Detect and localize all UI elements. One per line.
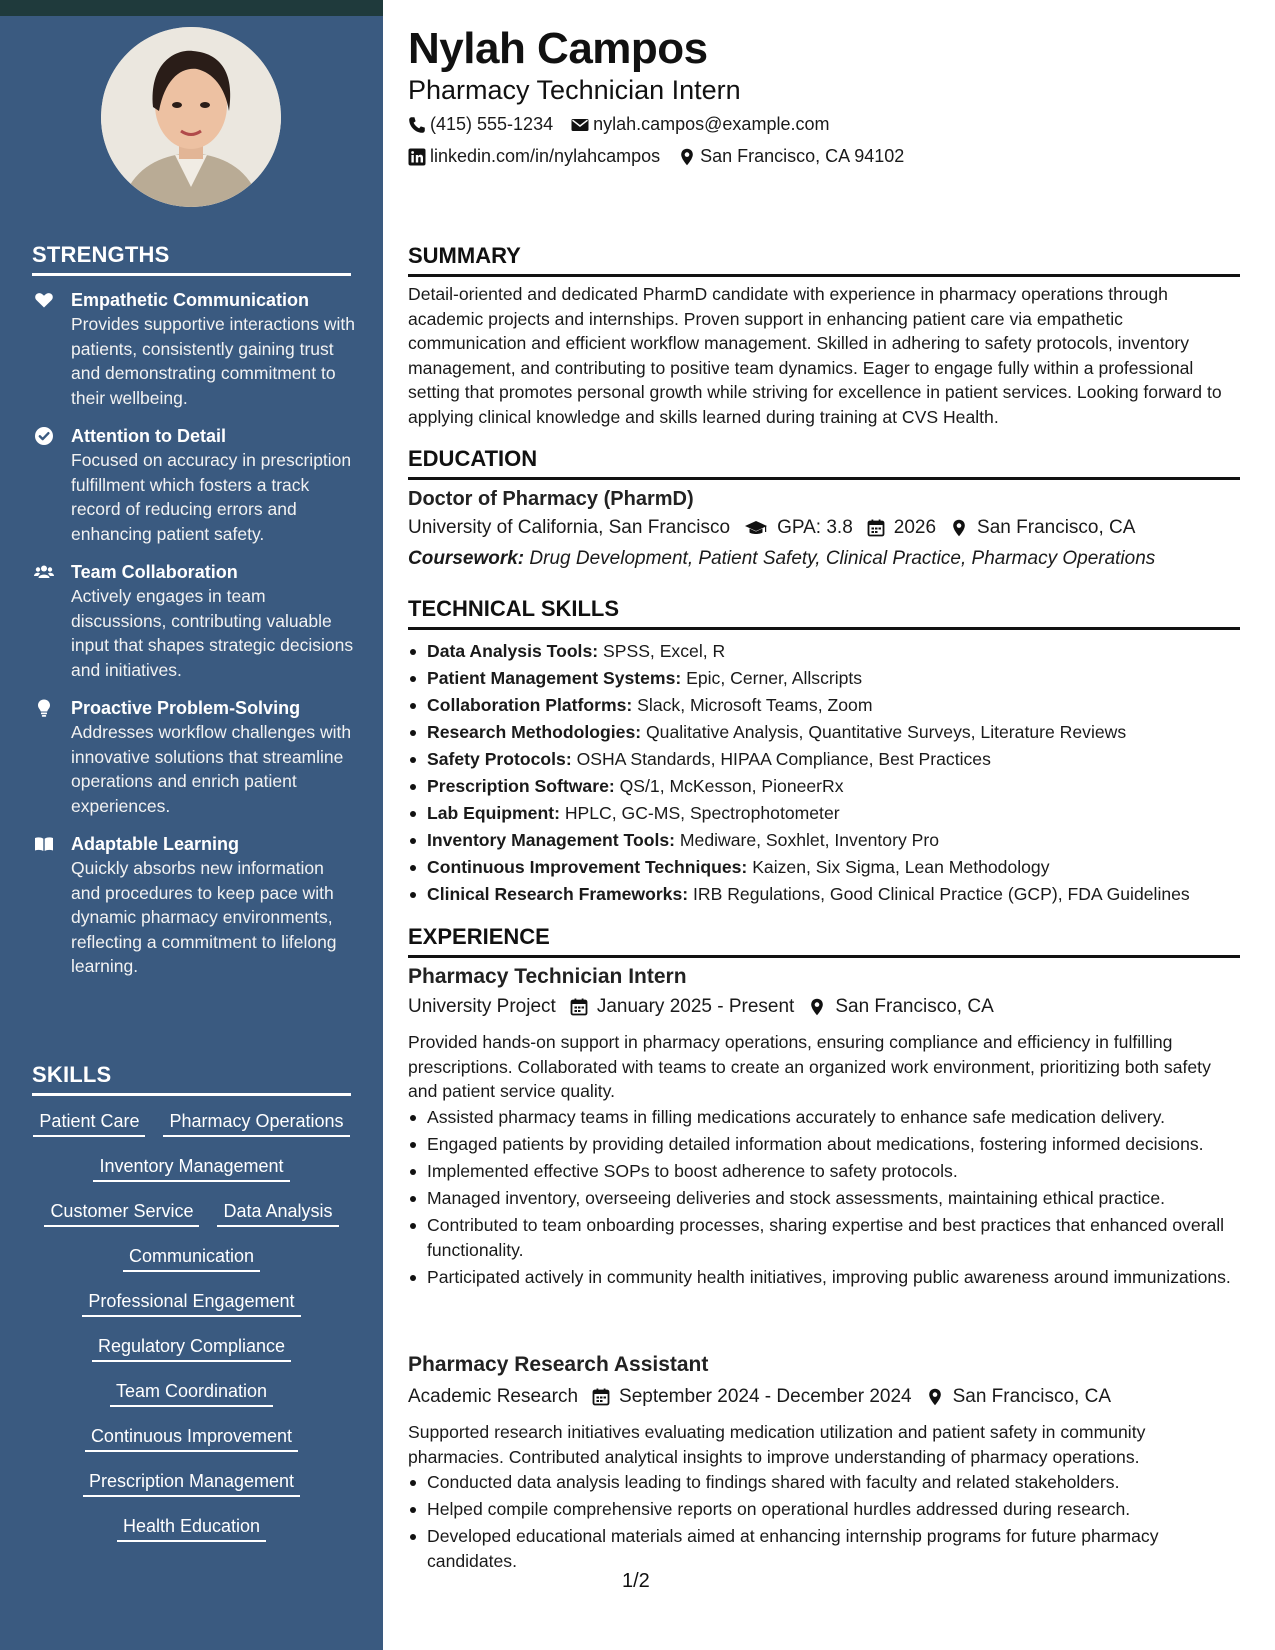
location-text: San Francisco, CA 94102: [700, 146, 905, 166]
users-icon: [34, 562, 54, 582]
skill-value: Slack, Microsoft Teams, Zoom: [637, 695, 873, 715]
strength-description: Focused on accuracy in prescription fulfillment which fosters a track record of reducing errors and enhancing patient safety.: [71, 450, 352, 544]
phone-contact[interactable]: [408, 114, 553, 135]
sidebar-top-bar: [0, 0, 383, 16]
list-item: [408, 854, 1240, 881]
list-item: [408, 1470, 1240, 1495]
technical-skills-heading: TECHNICAL SKILLS: [408, 596, 1240, 630]
skill-row: [32, 1199, 351, 1244]
gpa-item: [744, 517, 853, 539]
job-meta: [408, 1386, 1111, 1408]
skill-value: HPLC, GC-MS, Spectrophotometer: [564, 803, 840, 823]
phone-text: (415) 555-1234: [430, 114, 554, 134]
bullet-text: Participated actively in community health initiatives, improving public awareness around immunizations.: [427, 1266, 1231, 1287]
email-contact[interactable]: [571, 114, 829, 135]
skill-tag: Communication: [123, 1244, 260, 1272]
education-school: University of California, San Francisco: [408, 517, 731, 538]
check-circle-icon: [34, 426, 54, 446]
education-meta: [408, 517, 1135, 539]
bullet-text: Conducted data analysis leading to findings shared with faculty and related stakeholders.: [427, 1472, 1120, 1492]
job-bullets: [408, 1105, 1240, 1292]
coursework-list: Drug Development, Patient Safety, Clinical Practice, Pharmacy Operations: [529, 548, 1156, 569]
job-description: Supported research initiatives evaluating medication utilization and patient safety in community pharmacies. Contributed analytical insights to improve understanding of pharmacy operations.: [408, 1422, 1146, 1467]
bullet-text: Developed educational materials aimed at enhancing internship programs for future pharmacy candidates.: [427, 1526, 1159, 1571]
calendar-icon: [570, 998, 588, 1016]
bullet-text: Managed inventory, overseeing deliveries and stock assessments, maintaining ethical practice.: [427, 1188, 1166, 1208]
strength-description: Addresses workflow challenges with innovative solutions that streamline operations and enrich patient experiences.: [71, 722, 352, 816]
skill-row: [32, 1379, 351, 1424]
job-location-item: [926, 1386, 1111, 1408]
list-item: [408, 1105, 1240, 1130]
skill-label: Lab Equipment:: [427, 803, 560, 823]
calendar-icon: [867, 519, 885, 537]
bullet-text: Engaged patients by providing detailed information about medications, fostering informed decisions.: [427, 1134, 1204, 1154]
page-number: 1/2: [622, 1570, 650, 1592]
skill-value: Kaizen, Six Sigma, Lean Methodology: [752, 857, 1050, 877]
strength-title: Team Collaboration: [71, 562, 238, 582]
strengths-heading: STRENGTHS: [32, 242, 351, 276]
skill-value: IRB Regulations, Good Clinical Practice (GCP), FDA Guidelines: [692, 884, 1190, 904]
education-location-item: [950, 517, 1135, 539]
list-item: [408, 800, 1240, 827]
job-location-item: [808, 996, 993, 1018]
skill-value: Qualitative Analysis, Quantitative Surveys, Literature Reviews: [646, 722, 1127, 742]
skill-tag: Regulatory Compliance: [92, 1334, 291, 1362]
skill-row: [32, 1424, 351, 1469]
strength-description: Provides supportive interactions with patients, consistently gaining trust and demonstrating commitment to their wellbeing.: [71, 314, 356, 408]
strength-item: [32, 560, 357, 682]
job-dates-item: [592, 1386, 912, 1408]
skills-list: [32, 1109, 351, 1559]
job-dates: January 2025 - Present: [596, 996, 795, 1017]
skill-tag: Patient Care: [33, 1109, 145, 1137]
strength-item: [32, 424, 357, 546]
education-location: San Francisco, CA: [977, 517, 1136, 538]
skill-row: [32, 1109, 351, 1154]
job-dates-item: [570, 996, 795, 1018]
bullet-text: Implemented effective SOPs to boost adherence to safety protocols.: [427, 1161, 958, 1181]
phone-icon: [408, 116, 426, 134]
skills-heading: SKILLS: [32, 1062, 351, 1096]
list-item: [408, 1497, 1240, 1522]
skill-tag: Prescription Management: [83, 1469, 300, 1497]
calendar-icon: [592, 1388, 610, 1406]
strength-item: [32, 696, 357, 818]
job-bullets: [408, 1470, 1240, 1576]
summary-heading: SUMMARY: [408, 243, 1240, 277]
skill-tag: Inventory Management: [93, 1154, 289, 1182]
job-title: Pharmacy Research Assistant: [408, 1353, 709, 1376]
skill-row: [32, 1514, 351, 1559]
strength-title: Empathetic Communication: [71, 290, 310, 310]
job-location: San Francisco, CA: [835, 996, 994, 1017]
skill-label: Inventory Management Tools:: [427, 830, 675, 850]
map-pin-icon: [678, 148, 696, 166]
list-item: [408, 1213, 1240, 1262]
lightbulb-icon: [34, 698, 54, 718]
list-item: [408, 719, 1240, 746]
job-organization: Academic Research: [408, 1386, 579, 1407]
skill-value: Epic, Cerner, Allscripts: [686, 668, 863, 688]
strengths-list: [32, 288, 357, 993]
graduation-cap-icon: [744, 519, 768, 537]
list-item: [408, 638, 1240, 665]
candidate-name: Nylah Campos: [408, 24, 708, 73]
list-item: [408, 746, 1240, 773]
list-item: [408, 1159, 1240, 1184]
skill-label: Safety Protocols:: [427, 749, 572, 769]
list-item: [408, 1265, 1240, 1290]
strength-title: Adaptable Learning: [71, 834, 240, 854]
skill-label: Continuous Improvement Techniques:: [427, 857, 748, 877]
bullet-text: Contributed to team onboarding processes, sharing expertise and best practices that enhanced overall functionality.: [427, 1215, 1225, 1260]
linkedin-text: linkedin.com/in/nylahcampos: [430, 146, 661, 166]
skill-row: [32, 1244, 351, 1289]
education-heading: EDUCATION: [408, 446, 1240, 480]
skill-label: Prescription Software:: [427, 776, 615, 796]
map-pin-icon: [926, 1388, 944, 1406]
skill-row: [32, 1469, 351, 1514]
list-item: [408, 692, 1240, 719]
envelope-icon: [571, 116, 589, 134]
book-open-icon: [34, 834, 54, 854]
skill-tag: Team Coordination: [110, 1379, 273, 1407]
skill-tag: Health Education: [117, 1514, 266, 1542]
skill-value: SPSS, Excel, R: [602, 641, 726, 661]
heart-icon: [34, 290, 54, 310]
technical-skills-list: [408, 638, 1240, 908]
coursework-label: Coursework:: [408, 548, 525, 569]
job-title: Pharmacy Technician Intern: [408, 965, 687, 988]
experience-heading: EXPERIENCE: [408, 924, 1240, 958]
skill-tag: Customer Service: [44, 1199, 199, 1227]
skill-label: Patient Management Systems:: [427, 668, 682, 688]
contact-row: [408, 146, 904, 167]
strength-description: Actively engages in team discussions, contributing valuable input that shapes strategic decisions and initiatives.: [71, 586, 354, 680]
skill-tag: Pharmacy Operations: [163, 1109, 349, 1137]
skill-tag: Professional Engagement: [82, 1289, 300, 1317]
job-meta: [408, 996, 994, 1018]
map-pin-icon: [808, 998, 826, 1016]
strength-title: Attention to Detail: [71, 426, 226, 446]
education-year: 2026: [893, 517, 937, 538]
strength-item: [32, 288, 357, 410]
skill-value: QS/1, McKesson, PioneerRx: [619, 776, 844, 796]
skill-label: Data Analysis Tools:: [427, 641, 599, 661]
skill-tag: Data Analysis: [217, 1199, 338, 1227]
education-coursework: [408, 548, 1155, 570]
list-item: [408, 881, 1240, 908]
skill-value: Mediware, Soxhlet, Inventory Pro: [679, 830, 940, 850]
education-degree: Doctor of Pharmacy (PharmD): [408, 488, 694, 510]
skill-label: Clinical Research Frameworks:: [427, 884, 689, 904]
list-item: [408, 773, 1240, 800]
strength-title: Proactive Problem-Solving: [71, 698, 301, 718]
bullet-text: Assisted pharmacy teams in filling medications accurately to enhance safe medication delivery.: [427, 1107, 1165, 1127]
education-gpa: GPA: 3.8: [777, 517, 853, 538]
summary-text: Detail-oriented and dedicated PharmD candidate with experience in pharmacy operations through academic projects and internships. Proven support in enhancing patient care via empathetic communication and efficient workflow management. Skilled in adhering to safety protocols, inventory management, and contributing to positive team dynamics. Eager to engage fully within a professional setting that promotes personal growth while striving for excellence in patient services. Looking forward to applying clinical knowledge and skills learned during training at CVS Health.: [408, 284, 1222, 427]
skill-value: OSHA Standards, HIPAA Compliance, Best Practices: [576, 749, 991, 769]
job-location: San Francisco, CA: [952, 1386, 1111, 1407]
list-item: [408, 665, 1240, 692]
sidebar: [0, 0, 383, 1650]
skill-row: [32, 1289, 351, 1334]
list-item: [408, 1524, 1240, 1573]
skill-tag: Continuous Improvement: [85, 1424, 298, 1452]
map-pin-icon: [950, 519, 968, 537]
skill-label: Research Methodologies:: [427, 722, 642, 742]
location-contact: [678, 146, 904, 167]
linkedin-contact[interactable]: [408, 146, 660, 167]
list-item: [408, 1186, 1240, 1211]
list-item: [408, 827, 1240, 854]
skill-row: [32, 1334, 351, 1379]
bullet-text: Helped compile comprehensive reports on operational hurdles addressed during research.: [427, 1499, 1131, 1519]
linkedin-icon: [408, 148, 426, 166]
job-organization: University Project: [408, 996, 556, 1017]
job-title-header: Pharmacy Technician Intern: [408, 75, 741, 105]
email-text: nylah.campos@example.com: [593, 114, 830, 134]
contact-row: [408, 114, 829, 135]
list-item: [408, 1132, 1240, 1157]
year-item: [867, 517, 936, 539]
job-description: Provided hands-on support in pharmacy operations, ensuring compliance and efficiency in fulfilling prescriptions. Collaborated with teams to create an organized work environment, prioritizing both safety and patient service quality.: [408, 1032, 1211, 1101]
skill-label: Collaboration Platforms:: [427, 695, 633, 715]
avatar: [101, 27, 281, 207]
strength-item: [32, 832, 357, 979]
job-dates: September 2024 - December 2024: [619, 1386, 912, 1407]
skill-row: [32, 1154, 351, 1199]
strength-description: Quickly absorbs new information and procedures to keep pace with dynamic pharmacy environments, reflecting a commitment to lifelong learning.: [71, 858, 337, 976]
